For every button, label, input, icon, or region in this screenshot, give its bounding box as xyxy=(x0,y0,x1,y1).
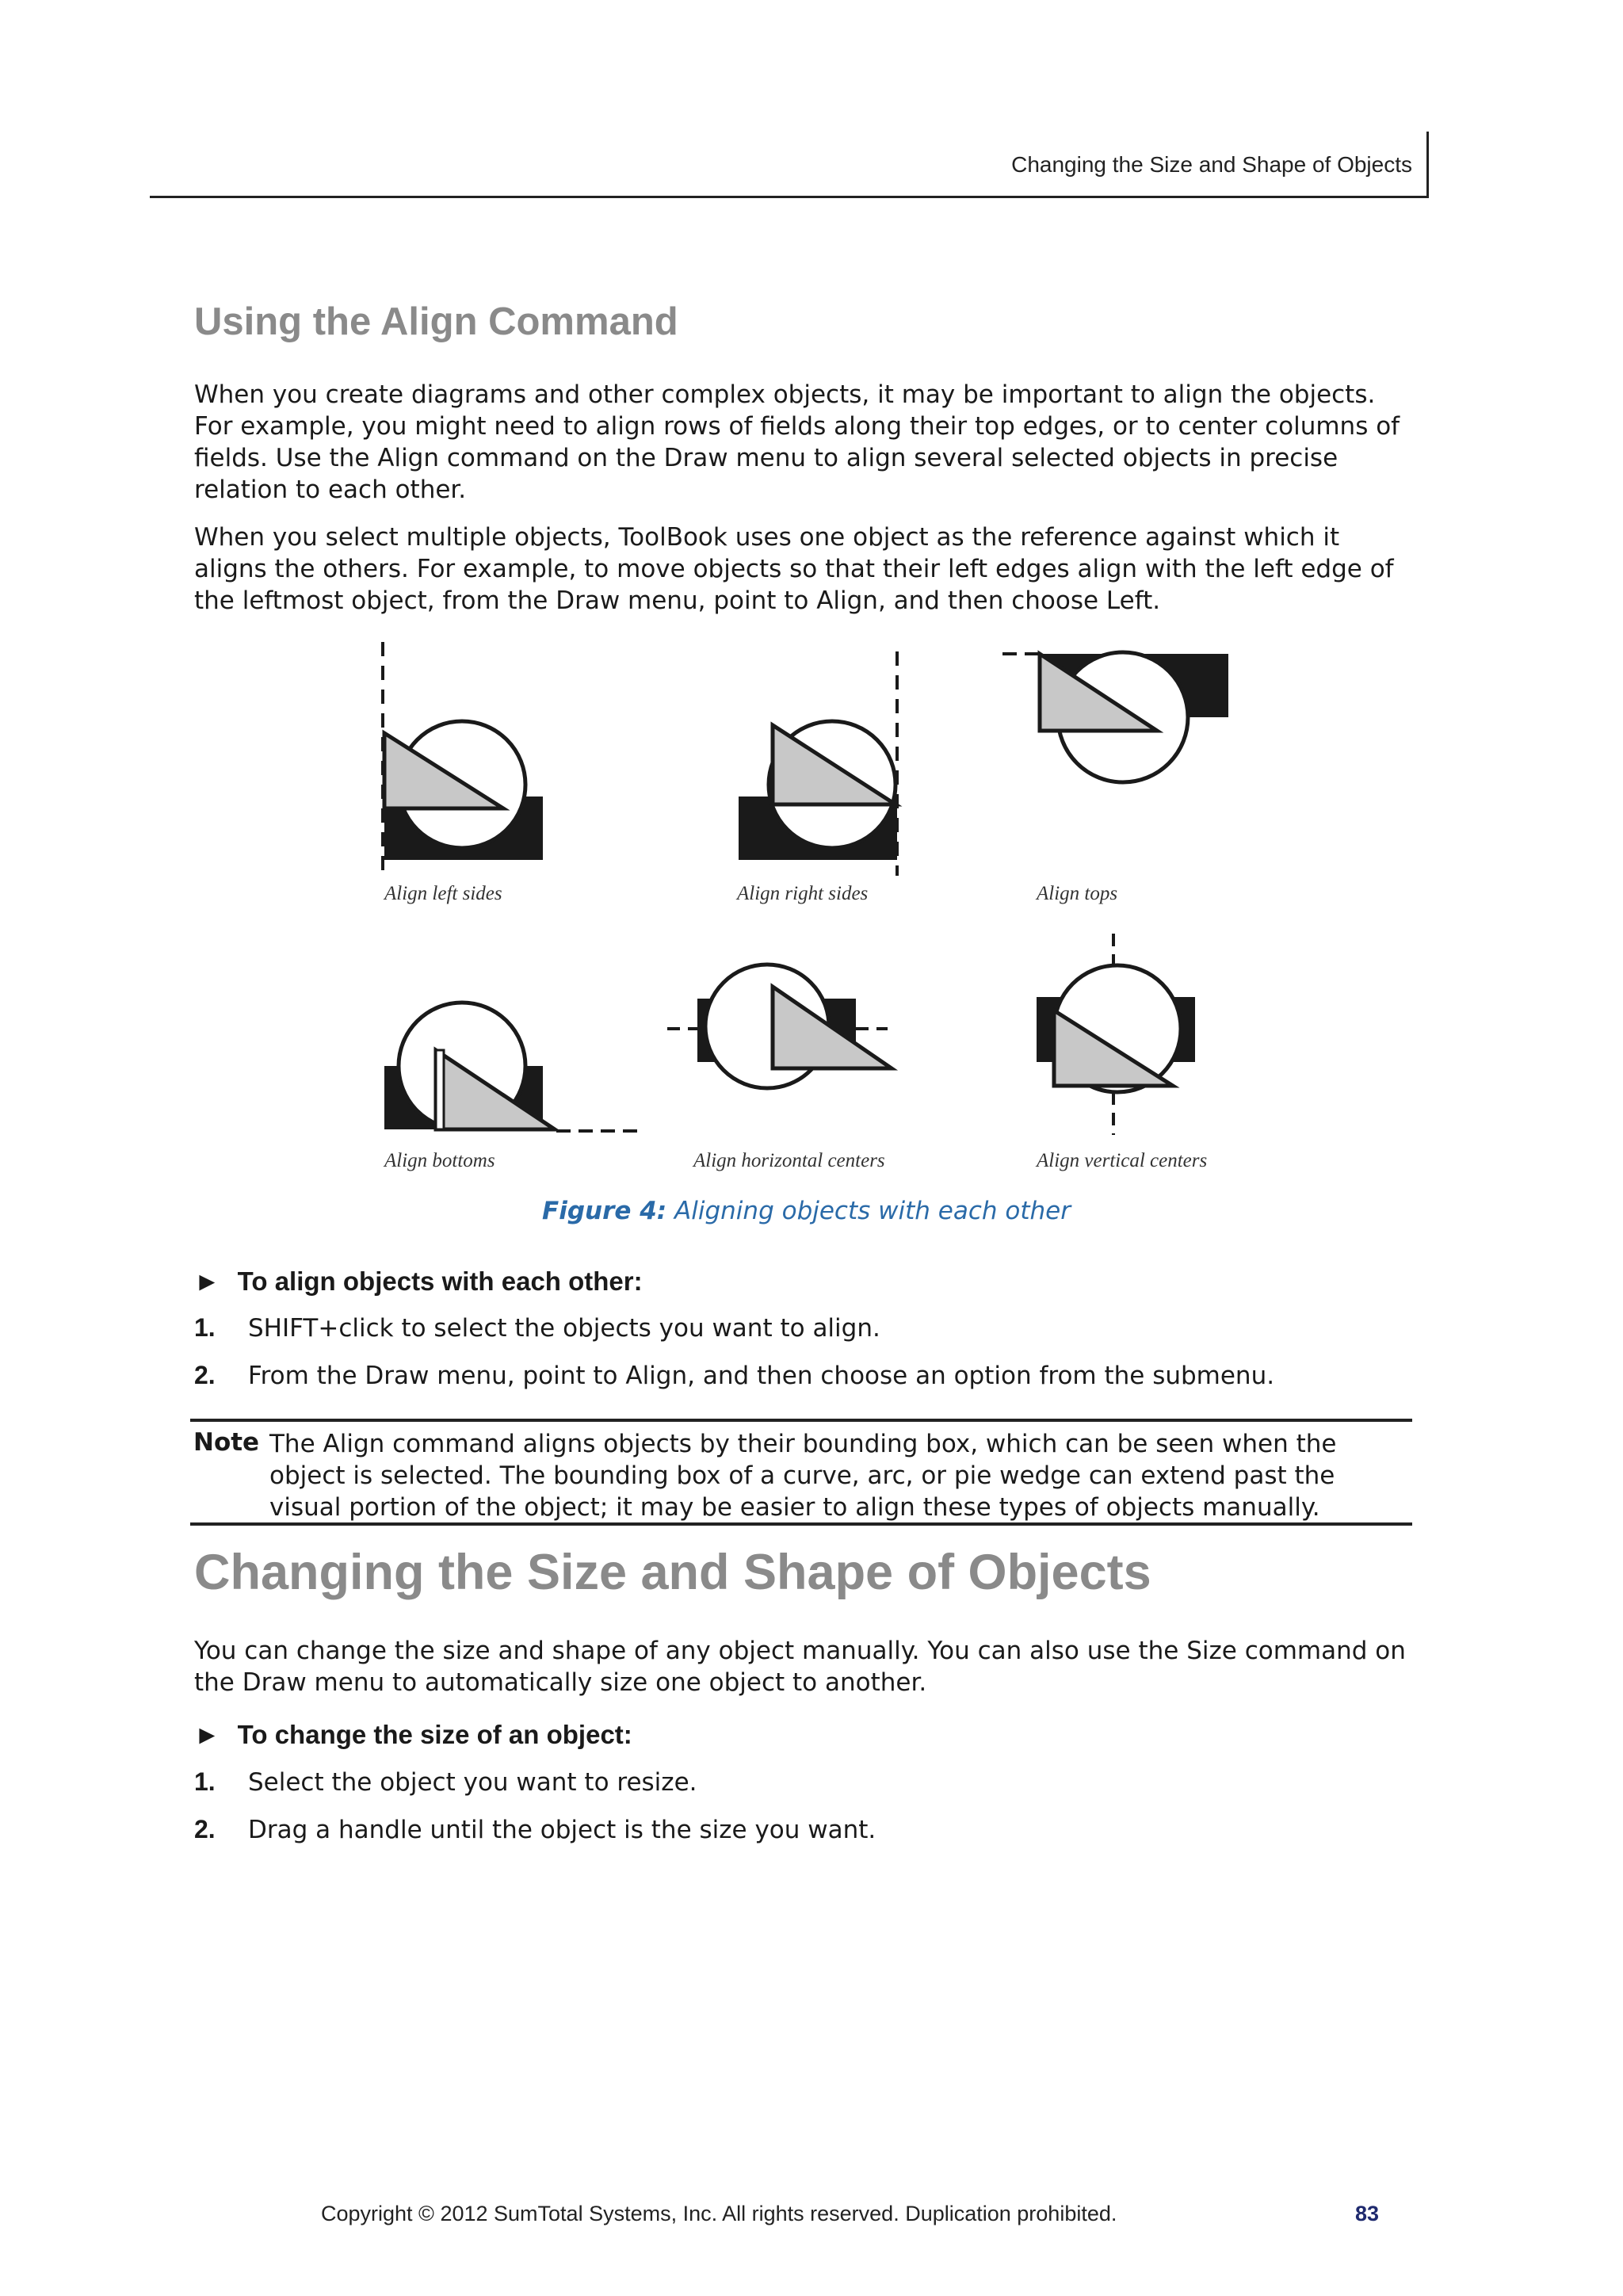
procedure-align-step xyxy=(194,1361,1274,1390)
procedure-align-step xyxy=(194,1313,880,1343)
procedure-size-title xyxy=(194,1720,632,1750)
procedure-align-title-text: To align objects with each other: xyxy=(237,1266,643,1296)
label-align-hcenters: Align horizontal centers xyxy=(693,1150,885,1171)
label-align-tops: Align tops xyxy=(1037,883,1118,904)
align-diagram-svg xyxy=(372,634,1260,1189)
procedure-arrow-icon: ► xyxy=(194,1720,220,1749)
figure-caption xyxy=(194,1197,1419,1225)
panel-align-bottoms xyxy=(383,1003,638,1171)
procedure-align-title xyxy=(194,1266,643,1297)
procedure-size-step xyxy=(194,1815,876,1844)
label-align-bottoms: Align bottoms xyxy=(384,1150,495,1171)
figure-caption-prefix: Figure 4: xyxy=(542,1197,667,1225)
size-paragraph-1: You can change the size and shape of any object manually. You can also use the Size command on the Draw menu to automatically size one object to another. xyxy=(194,1637,1406,1697)
panel-align-right xyxy=(735,651,897,904)
note-text: The Align command aligns objects by their bounding box, which can be seen when the object is selected. The bounding box of a curve, arc, or pie wedge can extend past the visual portion of the object; it may be easier to align these types of objects manually. xyxy=(269,1430,1337,1522)
triangle-edge xyxy=(436,1050,444,1129)
step-text: From the Draw menu, point to Align, and then choose an option from the submenu. xyxy=(248,1362,1275,1390)
step-number: 1. xyxy=(194,1767,216,1796)
label-align-left: Align left sides xyxy=(384,883,502,904)
panel-align-vcenters xyxy=(1035,934,1207,1171)
section-heading-size: Changing the Size and Shape of Objects xyxy=(194,1545,1151,1600)
section-heading-align: Using the Align Command xyxy=(194,300,678,343)
label-align-vcenters: Align vertical centers xyxy=(1037,1150,1208,1171)
figure-caption-text: Aligning objects with each other xyxy=(674,1197,1071,1225)
step-text: Drag a handle until the object is the size you want. xyxy=(248,1816,876,1844)
step-text: Select the object you want to resize. xyxy=(248,1768,697,1797)
align-paragraph-2: When you select multiple objects, ToolBook uses one object as the reference against which it aligns the others. For example, to move objects so that their left edges align with the left edge of the leftmost object, from the Draw menu, point to Align, and then choose Left. xyxy=(194,523,1394,615)
figure-align-diagram xyxy=(372,634,1260,1236)
align-paragraph-1: When you create diagrams and other complex objects, it may be important to align the objects. For example, you might need to align rows of fields along their top edges, or to center columns of fields. Use the Align command on the Draw menu to align several selected objects in precise relation to each other. xyxy=(194,380,1400,504)
step-number: 2. xyxy=(194,1361,216,1389)
note-label: Note xyxy=(193,1428,260,1457)
label-align-right: Align right sides xyxy=(737,883,869,904)
running-header-title: Changing the Size and Shape of Objects xyxy=(1011,152,1412,177)
panel-align-hcenters xyxy=(667,965,892,1171)
page-number: 83 xyxy=(1355,2202,1380,2225)
panel-align-tops xyxy=(1002,652,1228,904)
panel-align-left xyxy=(383,642,543,904)
step-number: 1. xyxy=(194,1313,216,1342)
footer-copyright: Copyright © 2012 SumTotal Systems, Inc. All rights reserved. Duplication prohibited. xyxy=(321,2202,1117,2225)
running-header xyxy=(150,132,1429,198)
procedure-size-title-text: To change the size of an object: xyxy=(237,1720,632,1749)
step-text: SHIFT+click to select the objects you want to align. xyxy=(248,1314,880,1343)
note-box xyxy=(190,1419,1412,1526)
procedure-size-step xyxy=(194,1767,697,1797)
step-number: 2. xyxy=(194,1815,216,1843)
procedure-arrow-icon: ► xyxy=(194,1266,220,1296)
